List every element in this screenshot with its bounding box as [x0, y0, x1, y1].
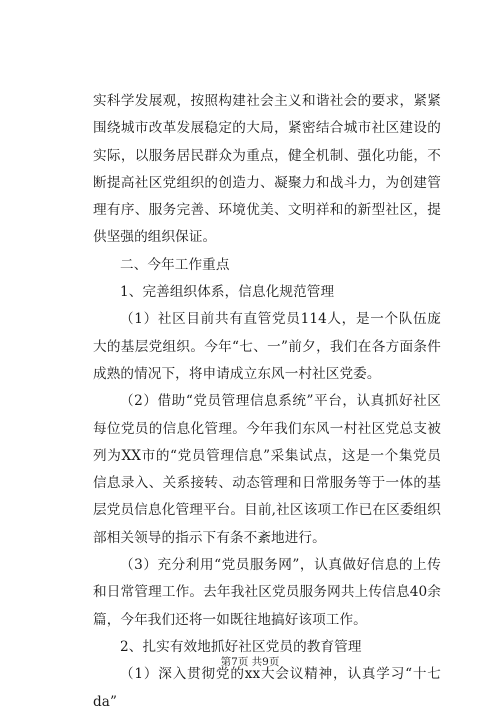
paragraph-item-2: （2）借助“党员管理信息系统”平台，认真抓好社区每位党员的信息化管理。今年我们东风一村社区党总支被列为XX市的“党员管理信息”采集试点，这是一个集党员信息录入、关系接转、动态管理和日常服务等于一体的基层党员信息化管理平台。目前,社区该项工作已在区委组织部相关领导的指示下有条不紊地进行。 [93, 393, 441, 546]
subsection-heading: 2、扎实有效地抓好社区党员的教育管理 [120, 638, 362, 655]
page-number-footer: 第7页 共9页 [220, 656, 280, 668]
paragraph-continuation: 实科学发展观，按照构建社会主义和谐社会的要求，紧紧围绕城市改革发展稳定的大局，紧密结合城市社区建设的实际，以服务居民群众为重点，健全机制、强化功能，不断提高社区党组织的创造力、凝聚力和战斗力，为创建管理有序、服务完善、环境优美、文明祥和的新型社区，提供坚强的组织保证。 [93, 93, 441, 246]
paragraph-item-1: （1）社区目前共有直管党员114人，是一个队伍庞大的基层党组织。今年“七、一”前夕，我们在各方面条件成熟的情况下，将申请成立东风一村社区党委。 [93, 311, 441, 382]
subsection-heading: 1、完善组织体系，信息化规范管理 [120, 284, 335, 301]
paragraph-item-1: （1）深入贯彻党的xx大会议精神，认真学习“十七da” [93, 666, 441, 710]
document-body [93, 88, 441, 716]
paragraph-item-3: （3）充分利用“党员服务网”，认真做好信息的上传和日常管理工作。去年我社区党员服务网共上传信息40余篇，今年我们还将一如既往地搞好该项工作。 [93, 557, 441, 628]
section-heading: 二、今年工作重点 [120, 256, 230, 273]
